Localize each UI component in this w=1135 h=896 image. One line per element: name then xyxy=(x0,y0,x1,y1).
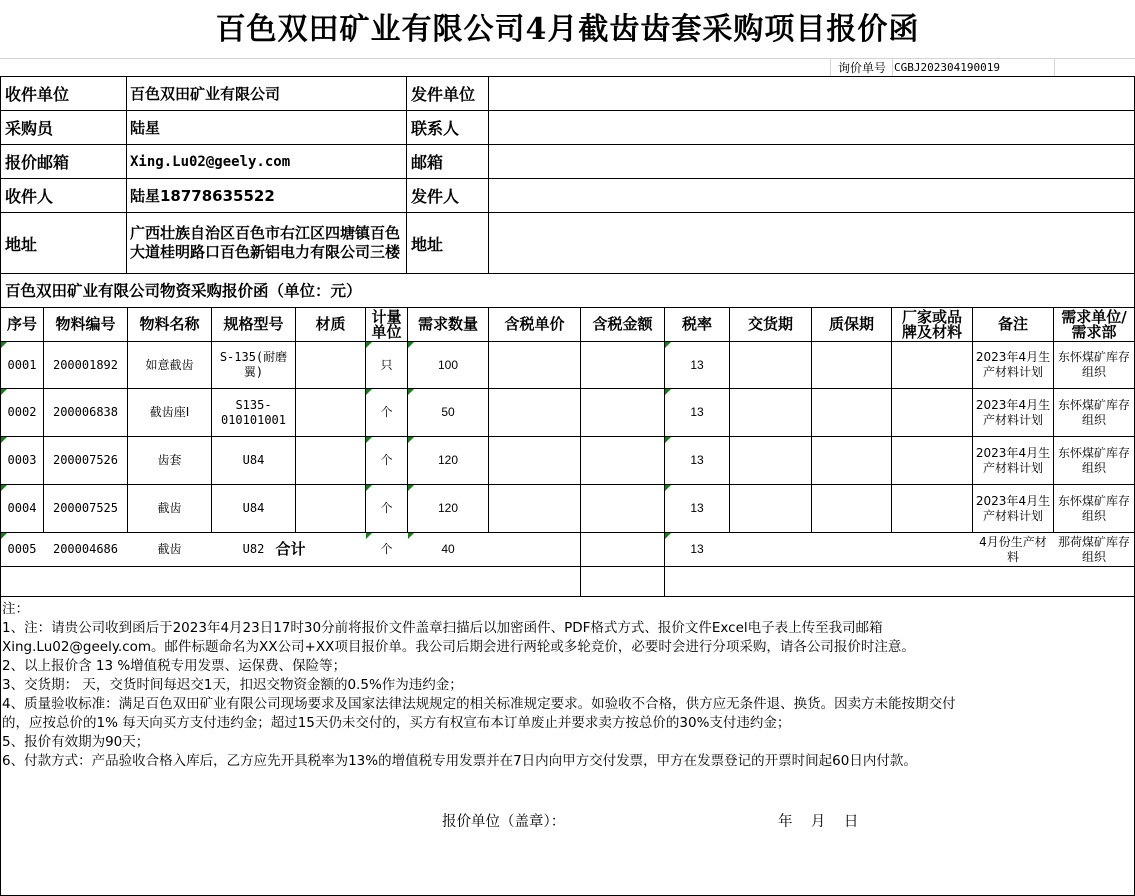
cell-spec: S135-010101001 xyxy=(220,397,287,427)
cell-price[interactable] xyxy=(489,342,580,388)
cell-amount[interactable] xyxy=(581,389,664,436)
note-line: Xing.Lu02@geely.com。邮件标题命名为XX公司+XX项目报价单。我公司后期会进行两轮或多轮竞价，必要时会进行分项采购，请各公司报价时注意。 xyxy=(2,639,915,655)
cell-dept: 东怀煤矿库存组织 xyxy=(1057,493,1130,523)
total-amount[interactable] xyxy=(581,533,664,566)
cell-name: 如意截齿 xyxy=(145,357,194,372)
cell-brand[interactable] xyxy=(892,437,972,484)
cell-amount[interactable] xyxy=(581,485,664,532)
recv-unit-value: 百色双田矿业有限公司 xyxy=(130,85,281,103)
th-seq: 序号 xyxy=(6,315,37,333)
cell-qty: 40 xyxy=(441,542,455,556)
cell-indicator-icon xyxy=(366,389,372,395)
cell-code: 200004686 xyxy=(52,542,119,556)
th-delivery: 交货期 xyxy=(747,315,793,333)
info-section xyxy=(0,76,1135,274)
buyer-value: 陆星 xyxy=(130,119,161,137)
quote-table xyxy=(0,307,1135,597)
cell-remark: 2023年4月生产材料计划 xyxy=(975,493,1051,523)
buyer-label: 采购员 xyxy=(5,119,54,138)
cell-seq: 0003 xyxy=(7,453,37,467)
cell-tax: 13 xyxy=(690,453,704,467)
inquiry-label: 询价单号 xyxy=(837,60,886,75)
cell-indicator-icon xyxy=(1,389,7,395)
cell-indicator-icon xyxy=(665,342,671,348)
cell-dept: 东怀煤矿库存组织 xyxy=(1057,445,1130,475)
cell-seq: 0001 xyxy=(7,357,37,372)
recipient-label: 收件人 xyxy=(5,187,54,206)
note-line: 6、付款方式：产品验收合格入库后，乙方应先开具税率为13%的增值税专用发票并在7日内向甲方交付发票，甲方在发票登记的开票时间起60日内付款。 xyxy=(2,753,917,769)
cell-qty: 120 xyxy=(437,501,459,515)
cell-warranty[interactable] xyxy=(812,485,891,532)
th-price: 含税单价 xyxy=(504,315,565,333)
cell-delivery[interactable] xyxy=(730,342,811,388)
quote-email-label: 报价邮箱 xyxy=(5,153,70,172)
cell-spec: S-135(耐磨翼) xyxy=(219,350,288,379)
cell-code: 200001892 xyxy=(52,357,119,372)
email-value[interactable] xyxy=(489,145,1134,178)
cell-amount[interactable] xyxy=(581,437,664,484)
cell-tax: 13 xyxy=(690,501,704,515)
cell-spec: U84 xyxy=(242,501,265,515)
cell-indicator-icon xyxy=(665,389,671,395)
cell-unit: 个 xyxy=(380,453,393,467)
cell-seq: 0005 xyxy=(7,542,37,556)
total-label: 合计 xyxy=(275,540,306,558)
note-line: 3、交货期： 天，交货时间每迟交1天，扣迟交物资金额的0.5%作为违约金； xyxy=(2,677,463,693)
th-unit: 计量单位 xyxy=(371,308,402,341)
signature-date: 年 月 日 xyxy=(778,813,859,830)
cell-delivery[interactable] xyxy=(730,533,811,566)
inquiry-row xyxy=(0,58,1135,76)
th-spec: 规格型号 xyxy=(223,315,284,333)
page-title: 百色双田矿业有限公司4月截齿齿套采购项目报价函 xyxy=(215,12,920,47)
cell-delivery[interactable] xyxy=(730,485,811,532)
th-code: 物料编号 xyxy=(55,315,116,333)
signature-label: 报价单位（盖章）： xyxy=(442,813,566,830)
cell-indicator-icon xyxy=(408,485,414,491)
cell-dept: 那荷煤矿库存组织 xyxy=(1057,534,1130,564)
subtitle-row xyxy=(0,273,1135,307)
th-amount: 含税金额 xyxy=(592,315,653,333)
send-unit-label: 发件单位 xyxy=(411,85,476,104)
send-unit-value[interactable] xyxy=(489,77,1134,110)
cell-tax: 13 xyxy=(690,542,704,556)
note-line: 5、报价有效期为90天； xyxy=(2,734,150,750)
notes-section xyxy=(0,597,1135,896)
cell-remark: 2023年4月生产材料计划 xyxy=(975,445,1051,475)
quote-email-value: Xing.Lu02@geely.com xyxy=(130,153,291,170)
email-label: 邮箱 xyxy=(411,153,444,172)
cell-seq: 0002 xyxy=(7,405,37,419)
cell-indicator-icon xyxy=(665,485,671,491)
cell-material[interactable] xyxy=(296,389,365,436)
th-warranty: 质保期 xyxy=(828,315,874,333)
cell-indicator-icon xyxy=(1,485,7,491)
cell-material[interactable] xyxy=(296,485,365,532)
sender-label: 发件人 xyxy=(411,187,460,206)
note-line: 的，应按总价的1% 每天向买方支付违约金；超过15天仍未交付的，买方有权宣布本订单废止并要求卖方按总价的30%支付违约金； xyxy=(2,715,791,731)
contact-label: 联系人 xyxy=(411,119,460,138)
cell-indicator-icon xyxy=(408,389,414,395)
cell-indicator-icon xyxy=(665,533,671,539)
cell-name: 截齿 xyxy=(157,501,182,515)
cell-name: 截齿 xyxy=(157,542,182,556)
cell-indicator-icon xyxy=(366,485,372,491)
cell-spec: U82 xyxy=(242,542,265,556)
cell-qty: 50 xyxy=(441,405,455,419)
cell-spec: U84 xyxy=(242,453,265,467)
cell-amount[interactable] xyxy=(581,342,664,388)
note-line: 1、注：请贵公司收到函后于2023年4月23日17时30分前将报价文件盖章扫描后以加密函件、PDF格式方式、报价文件Excel电子表上传至我司邮箱 xyxy=(2,620,883,636)
th-name: 物料名称 xyxy=(139,315,200,333)
address2-label: 地址 xyxy=(411,234,444,254)
cell-remark: 4月份生产材料 xyxy=(979,534,1047,564)
recv-unit-label: 收件单位 xyxy=(5,85,70,104)
cell-name: 截齿座I xyxy=(149,405,190,419)
cell-qty: 120 xyxy=(437,453,459,467)
cell-indicator-icon xyxy=(408,342,414,348)
th-remark: 备注 xyxy=(997,315,1028,333)
cell-warranty[interactable] xyxy=(812,533,891,566)
cell-dept: 东怀煤矿库存组织 xyxy=(1057,350,1130,379)
cell-unit: 个 xyxy=(380,501,393,515)
cell-remark: 2023年4月生产材料计划 xyxy=(975,397,1051,427)
cell-warranty[interactable] xyxy=(812,389,891,436)
cell-delivery[interactable] xyxy=(730,389,811,436)
cell-indicator-icon xyxy=(1,342,7,348)
cell-material[interactable] xyxy=(296,437,365,484)
cell-brand[interactable] xyxy=(892,533,972,566)
subtitle: 百色双田矿业有限公司物资采购报价函（单位：元） xyxy=(5,282,362,300)
cell-seq: 0004 xyxy=(7,501,37,515)
cell-name: 齿套 xyxy=(157,453,182,467)
cell-indicator-icon xyxy=(366,437,372,443)
cell-code: 200006838 xyxy=(52,405,119,419)
cell-dept: 东怀煤矿库存组织 xyxy=(1057,397,1130,427)
cell-code: 200007526 xyxy=(52,453,119,467)
cell-tax: 13 xyxy=(690,405,704,419)
th-material: 材质 xyxy=(315,315,346,333)
th-dept: 需求单位/需求部 xyxy=(1061,308,1127,341)
cell-brand[interactable] xyxy=(892,342,972,388)
address-label: 地址 xyxy=(5,234,38,254)
cell-brand[interactable] xyxy=(892,389,972,436)
contact-value[interactable] xyxy=(489,111,1134,144)
cell-brand[interactable] xyxy=(892,485,972,532)
note-line: 注： xyxy=(2,601,29,617)
cell-tax: 13 xyxy=(690,357,704,372)
th-brand: 厂家或品牌及材料 xyxy=(901,308,962,341)
cell-delivery[interactable] xyxy=(730,437,811,484)
cell-qty: 100 xyxy=(437,357,459,372)
note-line: 4、质量验收标准：满足百色双田矿业有限公司现场要求及国家法律法规规定的相关标准规定要求。如验收不合格，供方应无条件退、换货。因卖方未能按期交付 xyxy=(2,696,956,712)
th-qty: 需求数量 xyxy=(417,315,478,333)
address2-value[interactable] xyxy=(489,213,1134,273)
th-tax: 税率 xyxy=(681,315,712,333)
cell-indicator-icon xyxy=(408,437,414,443)
cell-price[interactable] xyxy=(489,437,580,484)
cell-price[interactable] xyxy=(489,485,580,532)
cell-code: 200007525 xyxy=(52,501,119,515)
cell-unit: 个 xyxy=(380,405,393,419)
recipient-value: 陆星18778635522 xyxy=(130,187,275,205)
cell-indicator-icon xyxy=(1,437,7,443)
cell-warranty[interactable] xyxy=(812,342,891,388)
cell-material[interactable] xyxy=(296,342,365,388)
cell-warranty[interactable] xyxy=(812,437,891,484)
address-value: 广西壮族自治区百色市右江区四塘镇百色大道桂明路口百色新铝电力有限公司三楼 xyxy=(130,224,401,261)
note-line: 2、以上报价含 13 %增值税专用发票、运保费、保险等； xyxy=(2,658,347,674)
sender-value[interactable] xyxy=(489,179,1134,212)
cell-indicator-icon xyxy=(665,437,671,443)
inquiry-number: CGBJ202304190019 xyxy=(894,60,1000,74)
cell-price[interactable] xyxy=(489,389,580,436)
cell-remark: 2023年4月生产材料计划 xyxy=(975,350,1051,379)
cell-indicator-icon xyxy=(366,342,372,348)
cell-unit: 个 xyxy=(380,542,393,556)
cell-unit: 只 xyxy=(380,357,393,372)
